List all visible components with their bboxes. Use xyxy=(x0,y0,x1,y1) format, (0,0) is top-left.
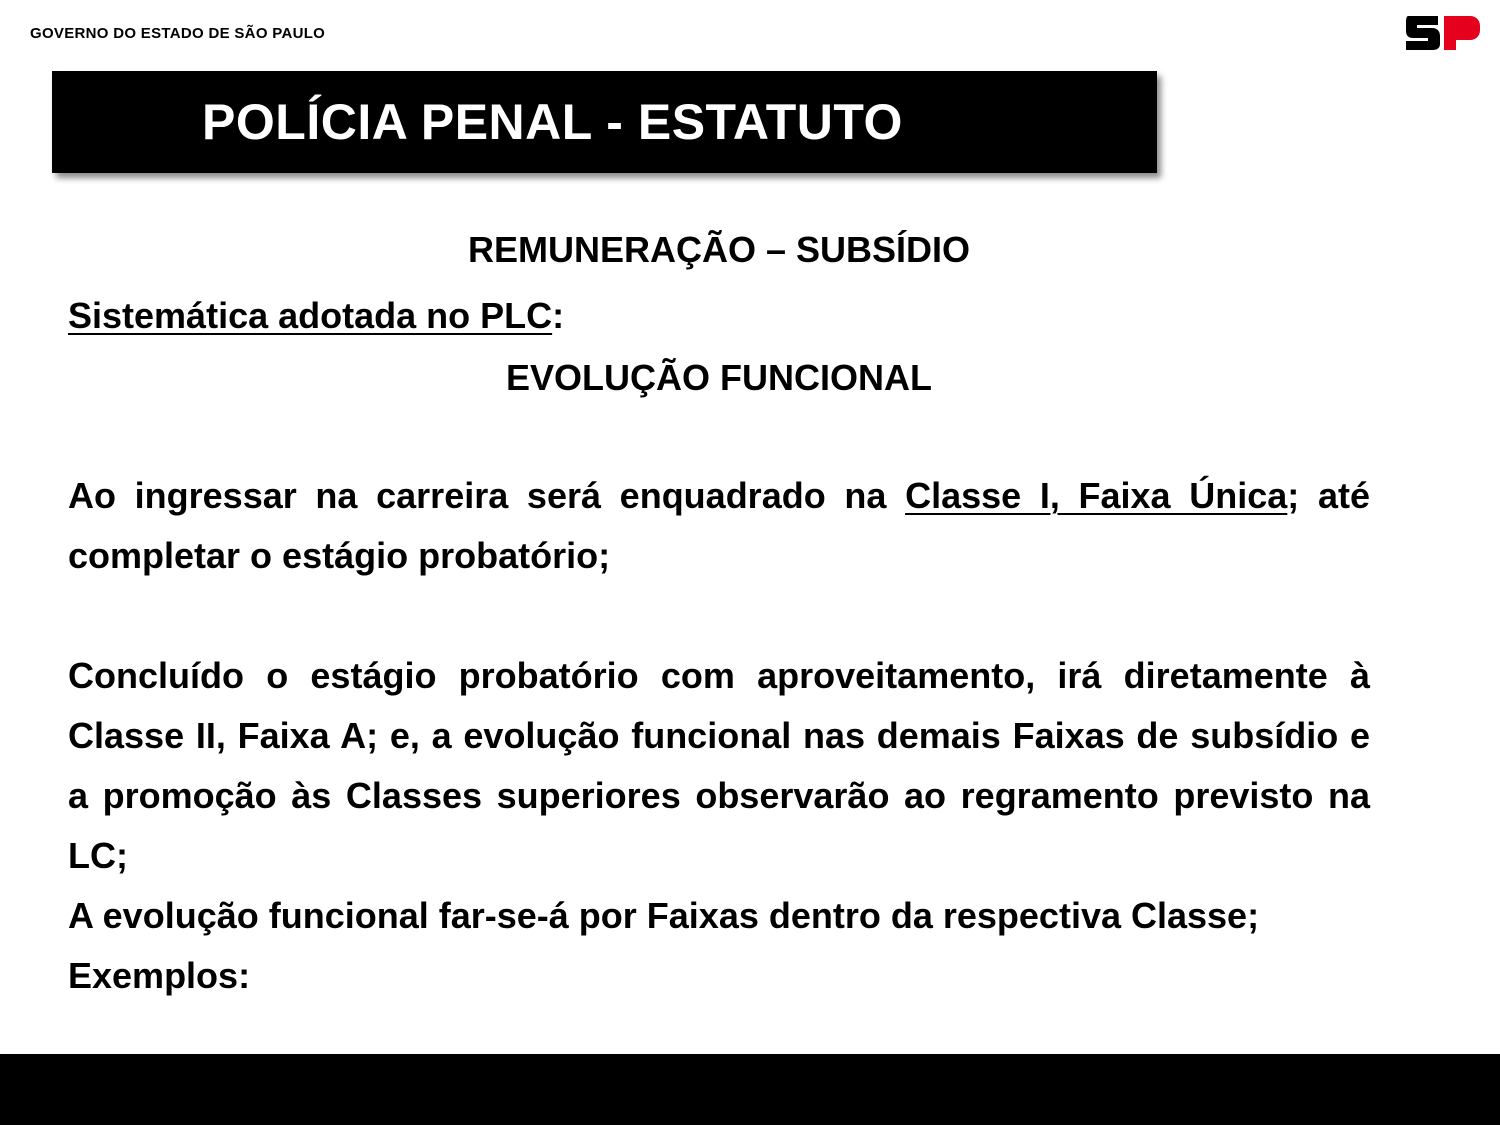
government-label: GOVERNO DO ESTADO DE SÃO PAULO xyxy=(30,25,326,42)
underlined-class-text: Classe I, Faixa Única xyxy=(905,475,1288,516)
paragraph-probation: Concluído o estágio probatório com aproveitamento, irá diretamente à Classe II, Faixa A; e, a evolução funcional nas demais Faixas de subsídio e a promoção às Classes superiores observarão ao regramento previsto na LC; xyxy=(68,655,1370,876)
footer-bar xyxy=(0,1054,1500,1125)
sp-logo-icon xyxy=(1404,16,1480,50)
subtitle: Sistemática adotada no PLC: xyxy=(68,295,565,336)
paragraph-entry-class: Ao ingressar na carreira será enquadrado na Classe I, Faixa Única; até completar o estágio probatório; xyxy=(68,475,1370,576)
paragraph-evolution: A evolução funcional far-se-á por Faixas dentro da respectiva Classe; Exemplos: xyxy=(68,886,1370,1006)
subtitle-underlined: Sistemática adotada no PLC xyxy=(68,295,553,336)
section-title: REMUNERAÇÃO – SUBSÍDIO xyxy=(467,229,971,270)
page-title: POLÍCIA PENAL - ESTATUTO xyxy=(202,94,903,150)
title-banner xyxy=(52,71,1157,173)
examples-label: Exemplos: xyxy=(68,955,251,996)
subsection-title: EVOLUÇÃO FUNCIONAL xyxy=(506,357,932,398)
